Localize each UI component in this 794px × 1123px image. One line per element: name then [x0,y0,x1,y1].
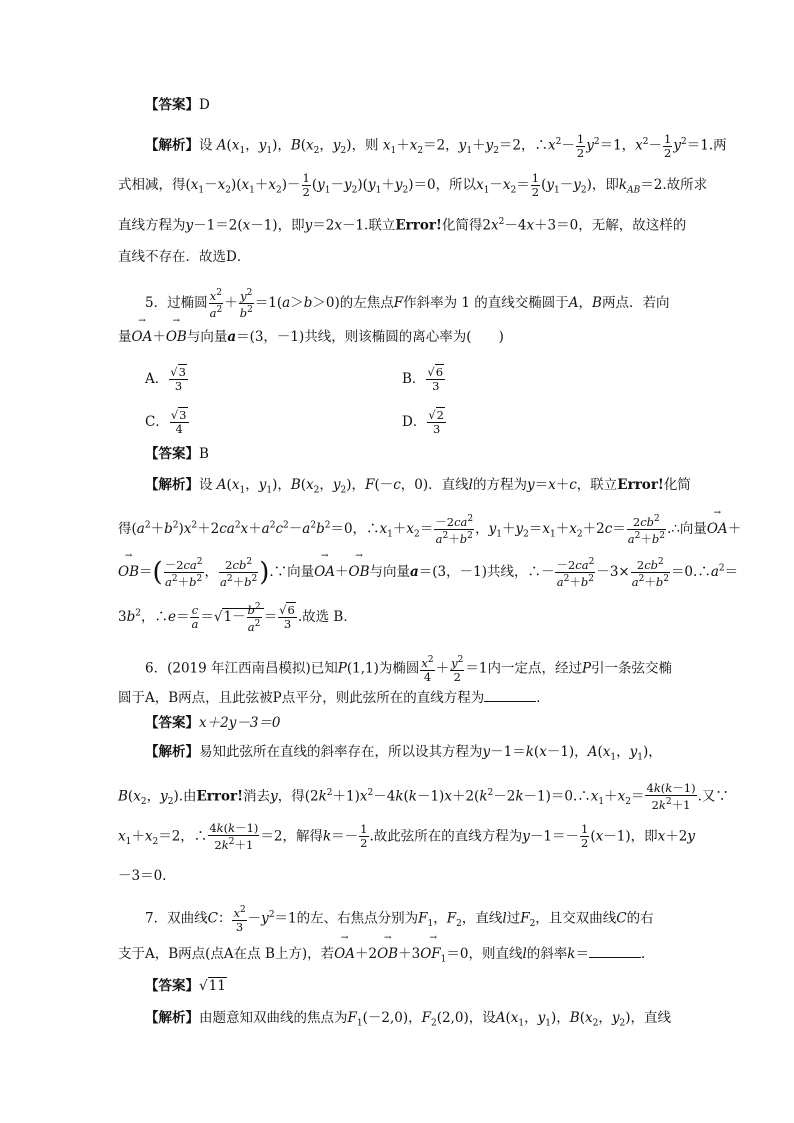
fraction: $\frac{√3}{3}$ [170,365,186,393]
q7-stem-line-1: 7．双曲线C： $\frac{x^2}{3}$ $-y^2=1$的左、右焦点分别为$F_1$，$F_2$，直线l过$F_2$，且交双曲线C的右 [145,905,654,934]
text: 直线方程为 [118,217,186,234]
option-a[interactable] [145,366,189,393]
q6-answer [145,713,281,733]
error-marker: Error! [395,217,442,234]
text: 由题意知双曲线的焦点为 [199,1010,348,1026]
fraction: $\frac{1}{2}$ [302,171,310,199]
q5-stem-line-1: 5．过椭圆 $\frac{x^2}{a^2}$ ＋ $\frac{y^2}{b^2}$ ＝1(a＞b＞0)的左焦点F作斜率为 1 的直线交椭圆于A，B两点．若向 [145,288,670,320]
text: ，设 [468,1010,496,1026]
option-label: D． [402,414,427,430]
text: ，直线 [461,910,503,927]
fraction: $\frac{-2ca^2}{a^2+b^2}$ [164,557,203,589]
option-b[interactable] [402,366,446,393]
text: 作斜率为 1 的直线交椭圆于 [403,294,569,311]
q4-analysis-line-1: 【解析】设 $A(x_1$，$y_1$)，$B(x_2$，$y_2$)，则 $x_1+x_2=2$，$y_1+y_2=2$，$\therefore x^2-$ $\frac{1}{2}$ $y^2=1$，$x^2-$ $\frac{1}{2}$ $y^2=1$.两 [145,131,727,160]
fraction: $\frac{1}{2}$ [531,171,540,199]
option-label: A． [145,371,169,387]
text: 化简得 [441,217,483,234]
text: 圆于A，B两点，且此弦被P点平分，则此弦所在的直线方程为 [118,690,485,706]
q5-answer [145,444,209,464]
q5-analysis-line-2: 得$(a^2+b^2)x^2+2ca^2x+a^2c^2-a^2b^2=0$，$\therefore x_1+x_2=$ $\frac{-2ca^2}{a^2+b^2}$ ，$y_1+y_2=x_1+x_2+2c=$ $\frac{2cb^2}{a^2+b^2}$ .∴向量→ OA＋ [118,513,741,546]
fraction: $\frac{1}{2}$ [581,822,589,851]
q5-analysis-line-1: 【解析】设 $A(x_1$，$y_1$)，$B(x_2$，$y_2$)，F(－c，0)．直线l的方程为y＝x＋c，联立Error!化简 [145,477,691,496]
fraction: $\frac{x^2}{3}$ [233,905,246,934]
text: 易知此弦所在直线的斜率存在，所以设其方程为 [199,744,483,760]
text: 故此弦所在的直线方程为 [373,828,523,845]
text: 设 [199,477,217,493]
answer-value: D [199,97,210,113]
fraction: $\frac{2cb^2}{a^2+b^2}$ [627,514,665,546]
text: 与向量 [369,563,410,580]
analysis-tag: 【解析】 [145,744,199,760]
answer-value: x＋2y－3＝0 [199,715,281,731]
text: ，联立 [576,477,618,493]
fraction: $\frac{1}{2}$ [360,822,368,851]
analysis-tag: 【解析】 [145,1010,199,1026]
answer-tag: 【答案】 [145,715,199,731]
q4-analysis-line-2: 式相减，得$(x_1-x_2)(x_1+x_2)-$ $\frac{1}{2}$ $(y_1-y_2)(y_1+y_2)=0$，所以$x_1-x_2=$ $\frac{1}{2}$ $(y_1-y_2)$，即$k_{AB}=2$.故所求 [118,171,708,199]
text: ，则 [351,137,383,154]
fraction: $\frac{x^2}{4}$ [421,655,434,684]
text: 共线，则该椭圆的离心率为( ) [304,329,504,345]
text: ，即 [591,177,619,193]
answer-value: B [199,446,209,462]
q5-stem-line-2: 量→ OA＋→ OB与向量a＝(3，－1)共线，则该椭圆的离心率为( ) [118,327,504,347]
fraction: $\frac{√2}{3}$ [428,408,444,436]
q7-answer [145,976,227,996]
fraction: $\frac{√3}{4}$ [170,408,187,436]
answer-tag: 【答案】 [145,446,199,462]
option-label: B． [402,371,426,387]
fraction: $\frac{2cb^2}{a^2+b^2}$ [631,557,669,589]
text: 设 [199,137,217,154]
analysis-tag: 【解析】 [145,137,199,154]
text: ，无解，故这样的 [578,217,687,234]
text: ，所以 [435,177,477,193]
fraction: $\frac{1}{2}$ [576,131,585,160]
text: 向量 [287,563,315,580]
text: .联立 [364,217,396,234]
text: 两点．若向 [601,294,670,311]
fraction: $\frac{1}{2}$ [664,131,672,160]
text: 的方程为 [472,477,527,493]
text: 过 [506,910,521,927]
fraction: $\frac{-2ca^2}{a^2+b^2}$ [556,557,595,589]
text: 又∵ [701,788,729,805]
text: 的右 [626,910,654,927]
fraction: $\frac{4k(k-1)}{2k^2+1}$ [646,781,696,812]
q5-analysis-line-3: → OB＝( $\frac{-2ca^2}{a^2+b^2}$ ， $\frac{2cb^2}{a^2+b^2}$ ).∵向量→ OA＋→ OB与向量a＝(3，－1)共线，∴－ $\frac{-2ca^2}{a^2+b^2}$ －3× $\frac{2cb^2}{a^2+b^2}$ $=0.\therefore a^2=$ [118,556,738,589]
text: ，解得 [282,828,323,845]
question-number: 7． [145,910,168,927]
text: (2019 年江西南昌模拟)已知 [167,660,338,677]
text: ，即 [277,217,305,234]
text: .由 [178,788,197,805]
fraction: $\frac{y^2}{2}$ [451,655,464,684]
fraction: $\frac{-2ca^2}{a^2+b^2}$ [435,514,474,546]
text: 内一定点，经过 [487,660,582,677]
fraction: $\frac{4k(k-1)}{2k^2+1}$ [209,821,259,852]
error-marker: Error! [617,477,664,493]
text: 共线 [486,563,514,580]
fraction: $\frac{y^2}{b^2}$ [239,288,253,320]
text: 双曲线 [167,910,208,927]
q6-analysis-line-4: －3＝0. [118,868,167,884]
text: 过椭圆 [167,294,208,311]
text: 化简 [663,477,691,493]
answer-value: √11 [199,978,226,994]
answer-blank[interactable] [484,689,536,702]
answer-blank[interactable] [589,945,641,958]
q6-stem-line-1: 6．(2019 年江西南昌模拟)已知P(1,1)为椭圆 $\frac{x^2}{4}$ ＋ $\frac{y^2}{2}$ ＝1内一定点，经过P引一条弦交椭 [145,655,673,684]
text: ，且交双曲线 [535,910,617,927]
text: 的斜率 [526,946,568,962]
q4-answer [145,95,210,115]
q4-analysis-line-4: 直线不存在．故选D． [118,249,251,265]
text: 为椭圆 [378,660,420,677]
q6-analysis-line-2: $B(x_2$，$y_2$).由Error!消去y，得$(2k^2+1)x^2-4k(k-1)x+2(k^2-2k-1)=0.\therefore x_1+x_2=$ $\frac{4k(k-1)}{2k^2+1}$ .又∵ [118,781,729,812]
radicand: 11 [208,978,226,994]
text: 两 [713,137,727,154]
text: 式相减，得 [118,177,186,193]
text: 故所求 [666,177,708,193]
text: 的左焦点 [339,294,394,311]
text: 引一条弦交椭 [591,660,673,677]
fraction: $\frac{2cb^2}{a^2+b^2}$ [220,557,258,589]
q4-analysis-line-3: 直线方程为y－1＝2(x－1)，即y＝2x－1.联立Error!化简得$2x^2-4x+3=0$，无解，故这样的 [118,217,687,234]
q6-stem-line-2: 圆于A，B两点，且此弦被P点平分，则此弦所在的直线方程为 ． [118,690,550,706]
text: 故选 B． [302,608,357,625]
q6-analysis-line-1: 【解析】易知此弦所在直线的斜率存在，所以设其方程为y－1＝k(x－1)，$A(x_1$，$y_1$)， [145,744,662,763]
fraction: $\frac{√6}{3}$ [427,365,444,393]
fraction: $\frac{c}{a}$ [191,602,199,631]
text: 的左、右焦点分别为 [296,910,419,927]
answer-tag: 【答案】 [145,97,199,113]
text: ，得 [277,788,305,805]
fraction: $\frac{x^2}{a^2}$ [209,288,223,320]
question-number: 5． [145,294,168,311]
option-d[interactable] [402,409,447,436]
answer-tag: 【答案】 [145,978,199,994]
option-c[interactable] [145,409,190,436]
q7-stem-line-2: 支于A，B两点(点A在点 B上方)，若→ $OA+2\to OB+3\to OF_1=0$，则直线l的斜率k＝ . [118,944,645,970]
text: 消去 [243,788,271,805]
text: ，直线 [630,1010,672,1026]
fraction: $\frac{√6}{3}$ [279,602,295,631]
text: ，则直线 [468,946,523,962]
option-label: C． [145,414,169,430]
question-number: 6． [145,660,168,677]
text: ，即 [630,828,658,845]
error-marker: Error! [196,788,244,805]
q6-analysis-line-3: $x_1+x_2=2$，∴ $\frac{4k(k-1)}{2k^2+1}$ ＝2，解得k＝－ $\frac{1}{2}$ .故此弦所在的直线方程为y－1＝－ $\frac{1}{2}$ (x－1)，即x＋2y [118,821,695,852]
text: 量 [118,329,132,345]
analysis-tag: 【解析】 [145,477,199,493]
text: 向量 [679,520,707,537]
text: 得 [118,520,132,537]
text: ， [621,137,636,154]
q5-analysis-line-4: $3b^2$，∴e＝ $\frac{c}{a}$ ＝√1－ $\frac{b^2}{a^2}$ ＝ $\frac{√6}{3}$ .故选 B． [118,602,357,634]
q7-analysis-line-1: 【解析】由题意知双曲线的焦点为$F_1(-2,0)$，$F_2(2,0)$，设$A(x_1$，$y_1$)，$B(x_2$，$y_2$)，直线 [145,1010,672,1029]
text: ．直线 [428,477,469,493]
text: 与向量 [186,329,228,345]
text: 支于A，B两点(点A在点 B上方)，若 [118,946,335,962]
